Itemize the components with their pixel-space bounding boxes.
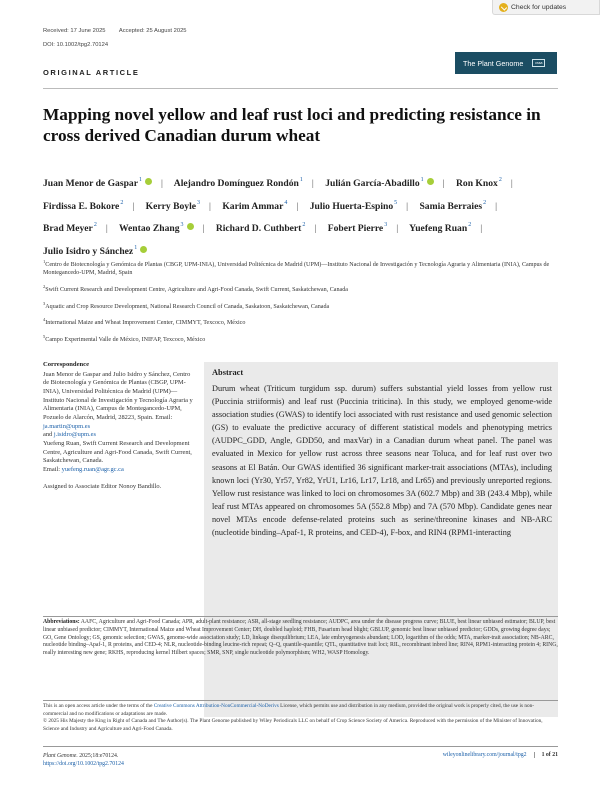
orcid-icon[interactable] — [427, 178, 434, 185]
article-title: Mapping novel yellow and leaf rust loci and predicting resistance in cross derived Canadian durum wheat — [43, 105, 541, 145]
author-name-text: Julio Isidro y Sánchez — [43, 245, 134, 257]
affiliation-number: 3 — [43, 300, 46, 306]
affiliation-item — [43, 258, 563, 278]
abstract-body: Durum wheat (Triticum turgidum ssp. durum) suffers substantial yield losses from yellow rust (Puccinia striiformis) and leaf rust (Puccinia triticina). In this study, we employed genome-wide association studies (GWAS) to identify loci associated with rust resistance and used genomic selection (GS) to evaluate the predictive accuracy of different statistical models and phenotyping metrics (AUDPC_GDD, Angle, GDD50, and maxVar) in a Canadian durum wheat panel. The panel was evaluated in Mexico for yellow rust across three seasons near Toluca, and for leaf rust over two seasons at El Batán. Our GWAS identified 36 significant marker-trait associations (MTAs), including known loci (Yr30, Yr57, Yr82, YrU1, Lr16, Lr17, Lr18, and Lr65) and previously unreported regions. Yellow rust resistance was linked to loci on chromosomes 3A (602.7 Mbp) and 3B (243.4 Mbp), while leaf rust MTAs appeared on chromosomes 5A (552.8 Mbp) and 7A (570 Mbp). Candidate genes near novel MTAs encode defense-related proteins such as serine/threonine kinases and NB-ARC (nucleotide binding–Apaf-1, R proteins, and CED-4), F-box, and RIN4 (RPM1-interacting — [212, 384, 552, 538]
author-name-text: Julián García-Abadillo — [325, 178, 420, 189]
affiliation-number: 4 — [43, 317, 46, 323]
author-name[interactable] — [43, 201, 123, 212]
author-separator: | — [442, 178, 445, 189]
author-affiliation-number: 3 — [197, 199, 201, 206]
orcid-icon[interactable] — [140, 246, 147, 253]
journal-logo[interactable] — [455, 52, 557, 74]
author-name[interactable] — [419, 201, 486, 212]
author-separator: | — [406, 200, 409, 212]
footer-journal: Plant Genome. — [43, 753, 78, 759]
author-separator: | — [510, 178, 513, 189]
author-name[interactable] — [43, 223, 97, 234]
article-dates — [43, 28, 199, 34]
author-affiliation-number: 3 — [384, 222, 388, 229]
abstract-heading: Abstract — [212, 368, 244, 377]
author-name-text: Brad Meyer — [43, 223, 93, 235]
author-name-text: Richard D. Cuthbert — [215, 223, 302, 235]
author-name[interactable] — [325, 178, 433, 189]
check-updates-label: Check for updates — [511, 3, 567, 11]
affiliation-number: 2 — [43, 284, 46, 290]
author-separator: | — [396, 223, 399, 235]
author-name-text: Alejandro Domínguez Rondón — [173, 178, 299, 189]
associate-editor: Assigned to Associate Editor Nonoy Bandillo. — [43, 482, 162, 490]
author-separator: | — [202, 223, 205, 235]
cc-license-link[interactable]: Creative Commons Attribution-NonCommercial-NoDerivs — [153, 703, 279, 709]
author-separator: | — [480, 223, 483, 235]
and-text: and — [43, 431, 53, 439]
license-line-1 — [43, 703, 558, 718]
author-affiliation-number: 1 — [134, 244, 138, 251]
author-separator: | — [160, 178, 163, 189]
email-label: Email: — [155, 413, 173, 421]
license-divider — [43, 700, 558, 701]
affiliations — [43, 258, 563, 350]
orcid-icon[interactable] — [187, 223, 194, 230]
author-affiliation-number: 1 — [299, 177, 303, 183]
author-name-text: Karim Ammar — [222, 200, 284, 212]
author-name-text: Juan Menor de Gaspar — [43, 178, 138, 189]
footer-citation — [43, 752, 124, 768]
author-affiliation-number: 2 — [93, 222, 97, 229]
author-separator: | — [314, 223, 317, 235]
email-link-1[interactable]: ja.martin@upm.es — [43, 422, 91, 430]
abbreviations-text: AAFC, Agriculture and Agri-Food Canada; APR, adult-plant resistance; ASR, all-stage seedling resistance; AUDPC, area under the disease progress curve; BLUE, best linear unbiased estimator; BLUP, best linear unbiased predictor; CIMMYT, International Maize and Wheat Improvement Center; DH, doubled haploid; FHB, Fusarium head blight; GBLUP, genomic best linear unbiased predictor; GDDs, growing degree days; GO, Gene Ontology; GS, genomic selection; GWAS, genome-wide association study; LD, linkage disequilibrium; LEA, late embryogenesis abundant; LOD, logarithm of the odds; MTA, marker-trait association; NB-ARC, nucleotide binding–Apaf-1, R proteins, and CED-4; NLR, nucleotide-binding leucine-rich repeat; Q–Q, quantile-quantile; QTL, quantitative trait loci; RIL, recombinant inbred line; RIN4, RPM1-interacting protein 4; RING, really interesting new gene; RKHS, reproducing kernel Hilbert spaces; SMR, SNP, single nucleotide polymorphism; WH2, WASP Homology. — [43, 619, 558, 656]
email-link-2[interactable]: j.isidro@upm.es — [53, 431, 96, 439]
affiliation-text: Swift Current Research and Development Centre, Agriculture and Agri-Food Canada, Swift Current, Saskatchewan, Canada — [45, 287, 348, 294]
author-name-text: Wentao Zhang — [118, 223, 180, 235]
correspondence-heading: Correspondence — [43, 361, 90, 368]
footer-right — [410, 752, 558, 758]
author-affiliation-number: 2 — [120, 199, 124, 206]
license-block — [43, 703, 558, 733]
affiliation-item — [43, 283, 563, 294]
author-affiliation-number: 3 — [180, 222, 184, 229]
footer-doi-link[interactable]: https://doi.org/10.1002/tpg2.70124 — [43, 761, 124, 768]
author-separator: | — [105, 223, 108, 235]
abstract-box — [204, 362, 558, 717]
orcid-icon[interactable] — [145, 178, 152, 185]
author-affiliation-number: 1 — [420, 177, 424, 183]
affiliation-number: 5 — [43, 333, 46, 339]
author-name-text: Julio Huerta-Espino — [309, 200, 394, 212]
author-affiliation-number: 2 — [483, 199, 487, 206]
copyright-line: © 2025 His Majesty the King in Right of Canada and The Author(s). The Plant Genome published by Wiley Periodicals LLC on behalf of Crop Science Society of America. Reproduced with the permission of the Minister of Innovation, Science and Industry and Agriculture and Agri-Food Canada. — [43, 718, 543, 732]
article-doi: DOI: 10.1002/tpg2.70124 — [43, 42, 109, 48]
author-affiliation-number: 2 — [468, 222, 472, 229]
license-text-a: This is an open access article under the terms of the — [43, 703, 154, 709]
author-separator: | — [296, 200, 299, 212]
society-badge-icon: cssa — [532, 59, 545, 67]
check-updates-icon — [499, 3, 508, 12]
page-number: 1 of 21 — [534, 752, 558, 758]
correspondence-text-1: Juan Menor de Gaspar and Julio Isidro y Sánchez, Centro de Biotecnología y Genómica de Plantas (CBGP, UPM-INIA), Universidad Politécnica de Madrid (UPM)—Instituto Nacional de Investigación y Tecnología Agraria y Alimentaria (INIA), Campus de Montegancedo-UPM, Pozuelo de Alarcón, Madrid, 28223, Spain. — [43, 370, 193, 421]
correspondence-text-2: Yuefeng Ruan, Swift Current Research and Development Centre, Agriculture and Agri-Food Canada, Swift Current, Saskatchewan, Canada. — [43, 439, 192, 465]
affiliation-item — [43, 316, 563, 327]
author-affiliation-number: 1 — [138, 177, 142, 183]
affiliation-item — [43, 333, 563, 344]
check-for-updates-button[interactable] — [492, 0, 600, 15]
author-name[interactable] — [216, 223, 306, 234]
author-affiliation-number: 2 — [302, 222, 306, 229]
affiliation-number: 1 — [43, 259, 46, 264]
author-list — [43, 171, 563, 261]
article-type: ORIGINAL ARTICLE — [43, 68, 140, 77]
affiliation-text: Centro de Biotecnología y Genómica de Plantas (CBGP, UPM-INIA), Universidad Politécnica de Madrid (UPM)—Instituto Nacional de Investigación y Tecnología Agraria y Alimentaria (INIA), Campus de Montegancedo-UPM, Madrid, Spain — [43, 262, 550, 277]
author-name[interactable] — [146, 201, 200, 212]
author-affiliation-number: 2 — [498, 177, 502, 183]
correspondence — [43, 361, 193, 491]
affiliation-text: International Maize and Wheat Improvement Center, CIMMYT, Texcoco, México — [45, 320, 246, 327]
author-name-text: Yuefeng Ruan — [409, 223, 468, 235]
author-separator: | — [495, 200, 497, 212]
email-link-3[interactable]: yuefeng.ruan@agr.gc.ca — [61, 465, 124, 473]
author-name-text: Ron Knox — [455, 178, 498, 189]
author-separator: | — [132, 200, 135, 212]
author-affiliation-number: 4 — [284, 199, 288, 206]
affiliation-text: Campo Experimental Valle de México, INIFAP, Texcoco, México — [45, 336, 206, 343]
author-name[interactable] — [409, 223, 471, 234]
footer-volume: 2025;18:e70124. — [77, 753, 119, 759]
author-name[interactable] — [43, 178, 152, 189]
author-separator: | — [209, 200, 211, 212]
author-name-text: Firdissa E. Bokore — [43, 200, 120, 212]
abbreviations — [43, 619, 558, 658]
journal-site-link[interactable]: wileyonlinelibrary.com/journal/tpg2 — [442, 752, 527, 758]
author-name[interactable] — [222, 201, 287, 212]
footer-divider — [43, 746, 558, 747]
author-name[interactable] — [119, 223, 194, 234]
author-name[interactable] — [43, 246, 147, 257]
abbreviations-label: Abbreviations: — [43, 619, 80, 625]
header-divider — [43, 88, 558, 89]
author-name[interactable] — [456, 178, 502, 189]
author-name-text: Samia Berraies — [419, 200, 483, 212]
abbreviations-divider — [43, 616, 558, 617]
received-date: Received: 17 June 2025 — [43, 28, 106, 34]
license-text-b: License, which permits use and distribution in any medium, provided the original work is properly cited, the use is non-commercial and no modifications or adaptations are made. — [43, 703, 535, 717]
affiliation-item — [43, 300, 563, 311]
email-label-2: Email: — [43, 465, 61, 473]
affiliation-text: Aquatic and Crop Resource Development, National Research Council of Canada, Saskatoon, Saskatchewan, Canada — [45, 303, 330, 310]
author-name-text: Fobert Pierre — [327, 223, 384, 235]
author-separator: | — [311, 178, 314, 189]
author-name[interactable] — [310, 201, 397, 212]
author-affiliation-number: 5 — [394, 199, 398, 206]
author-name[interactable] — [174, 178, 303, 189]
accepted-date: Accepted: 25 August 2025 — [118, 28, 187, 34]
journal-name: The Plant Genome — [463, 58, 524, 68]
author-name-text: Kerry Boyle — [145, 200, 197, 212]
author-name[interactable] — [328, 223, 388, 234]
